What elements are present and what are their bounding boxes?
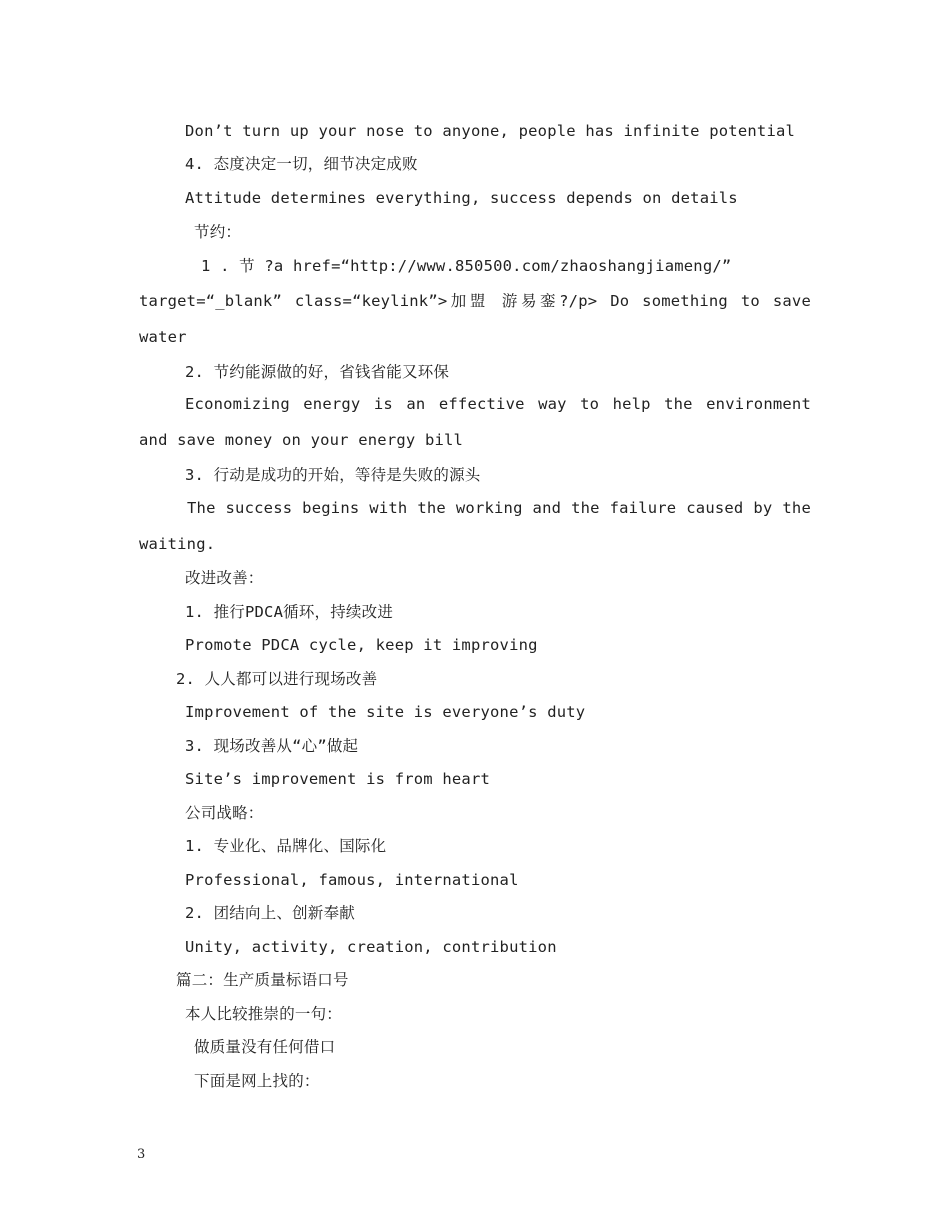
section-heading: 改进改善： (185, 569, 264, 587)
page-number: 3 (137, 1147, 146, 1162)
list-item: 2. 人人都可以进行现场改善 (176, 670, 378, 688)
section-heading: 篇二：生产质量标语口号 (176, 971, 349, 989)
text-paragraph: The success begins with the working and the failure caused by the waiting. (139, 499, 811, 553)
text-line: Promote PDCA cycle, keep it improving (185, 636, 538, 654)
list-item: 2. 节约能源做的好，省钱省能又环保 (185, 363, 450, 381)
list-item: 3. 现场改善从“心”做起 (185, 737, 359, 755)
section-heading: 公司战略： (185, 804, 264, 822)
text-line: Don’t turn up your nose to anyone, people has infinite potential (185, 122, 796, 140)
text-line: Improvement of the site is everyone’s duty (185, 703, 586, 721)
text-line: Professional, famous, international (185, 871, 519, 889)
list-item: 1. 推行PDCA循环，持续改进 (185, 603, 394, 621)
list-item: 2. 团结向上、创新奉献 (185, 904, 355, 922)
list-item: 4. 态度决定一切，细节决定成败 (185, 155, 418, 173)
text-paragraph: target=“_blank” class=“keylink”>加盟 游易銮?/p> Do something to save water (139, 292, 811, 346)
text-line: 本人比较推崇的一句： (185, 1005, 343, 1023)
text-line: Attitude determines everything, success depends on details (185, 189, 738, 207)
text-line: Unity, activity, creation, contribution (185, 938, 557, 956)
text-line: Site’s improvement is from heart (185, 770, 491, 788)
text-line: 做质量没有任何借口 (194, 1038, 336, 1056)
text-paragraph: Economizing energy is an effective way to help the environment and save money on your energy bill (139, 395, 811, 449)
list-item: 1 . 节 ?a href=“http://www.850500.com/zhaoshangjiameng/” (201, 257, 732, 275)
text-line: 下面是网上找的： (194, 1072, 320, 1090)
list-item: 1. 专业化、品牌化、国际化 (185, 837, 387, 855)
section-heading: 节约： (194, 223, 242, 241)
list-item: 3. 行动是成功的开始，等待是失败的源头 (185, 466, 481, 484)
